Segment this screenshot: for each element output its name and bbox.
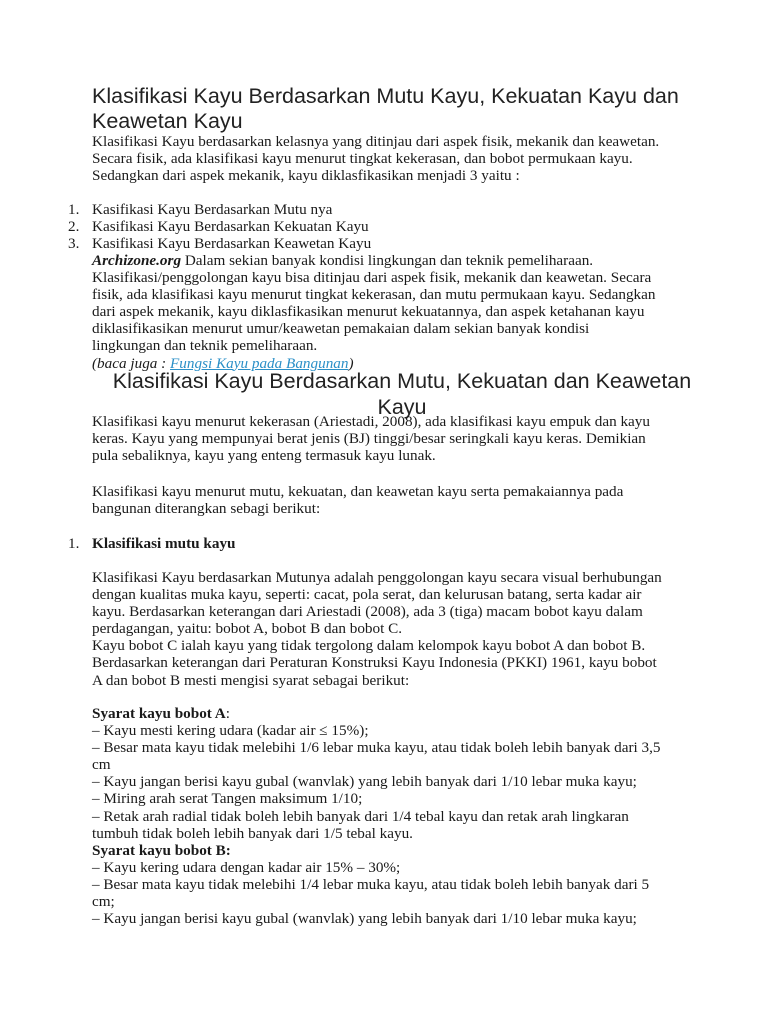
requirement-line: – Kayu jangan berisi kayu gubal (wanvlak) yang lebih banyak dari 1/10 lebar muka kayu;: [92, 910, 637, 928]
section-heading: Klasifikasi mutu kayu: [92, 535, 236, 552]
text-line: Klasifikasi Kayu berdasarkan Mutunya adalah penggolongan kayu secara visual berhubungan: [92, 569, 662, 586]
title-line: Keawetan Kayu: [92, 109, 243, 133]
requirement-line: – Besar mata kayu tidak melebihi 1/4 lebar muka kayu, atau tidak boleh lebih banyak dari 5: [92, 876, 650, 894]
list-item: Kasifikasi Kayu Berdasarkan Keawetan Kayu: [92, 235, 372, 252]
page-title: [92, 84, 712, 134]
text-line: lingkungan dan teknik pemeliharaan.: [92, 337, 318, 355]
list-item: Kasifikasi Kayu Berdasarkan Mutu nya: [92, 201, 333, 218]
quality-intro-paragraph: [92, 483, 712, 517]
requirement-line: – Kayu jangan berisi kayu gubal (wanvlak) yang lebih banyak dari 1/10 lebar muka kayu;: [92, 773, 637, 791]
heading-text: Syarat kayu bobot A: [92, 705, 226, 722]
grade-b-requirements: [92, 842, 712, 927]
archizone-paragraph: [92, 252, 712, 372]
text-span: Dalam sekian banyak kondisi lingkungan dan teknik pemeliharaan.: [181, 252, 594, 269]
text-line: Sedangkan dari aspek mekanik, kayu diklasfikasikan menjadi 3 yaitu :: [92, 167, 520, 185]
title-line: Klasifikasi Kayu Berdasarkan Mutu Kayu, Kekuatan Kayu dan: [92, 84, 679, 108]
requirement-line: – Kayu kering udara dengan kadar air 15% – 30%;: [92, 859, 401, 877]
requirements-heading: [92, 705, 712, 722]
see-also-prefix: (baca juga :: [92, 354, 171, 372]
requirement-line: – Retak arah radial tidak boleh lebih banyak dari 1/4 tebal kayu dan retak arah lingkaran: [92, 807, 629, 825]
text-line: [92, 252, 712, 269]
text-line: Klasifikasi Kayu berdasarkan kelasnya yang ditinjau dari aspek fisik, mekanik dan keawetan.: [92, 133, 660, 150]
text-line: diklasifikasikan menurut umur/keawetan pemakaian dalam sekian banyak kondisi: [92, 320, 590, 338]
requirement-line: tumbuh tidak boleh lebih banyak dari 1/5 tebal kayu.: [92, 824, 413, 842]
text-line: bangunan diterangkan sebagi berikut:: [92, 500, 321, 518]
list-number: 2.: [68, 218, 80, 235]
requirement-line: – Besar mata kayu tidak melebihi 1/6 lebar muka kayu, atau tidak boleh lebih banyak dari 3,5: [92, 739, 661, 757]
hardness-paragraph: [92, 413, 712, 464]
text-line: pula sebaliknya, kayu yang enteng termasuk kayu lunak.: [92, 447, 436, 465]
text-line: dengan kualitas muka kayu, seperti: cacat, pola serat, dan kelurusan batang, serta kadar air: [92, 586, 642, 604]
text-line: fisik, ada klasifikasi kayu menurut tingkat kekerasan, dan mutu permukaan kayu. Sedangkan: [92, 286, 656, 304]
text-line: perdagangan, yaitu: bobot A, bobot B dan bobot C.: [92, 620, 403, 638]
text-line: Klasifikasi/penggolongan kayu bisa ditinjau dari aspek fisik, mekanik dan keawetan. Secara: [92, 269, 652, 287]
requirement-line: – Kayu mesti kering udara (kadar air ≤ 15%);: [92, 722, 369, 740]
section-title-line: Kayu: [377, 395, 427, 419]
text-line: keras. Kayu yang mempunyai berat jenis (BJ) tinggi/besar seringkali kayu keras. Demikian: [92, 430, 646, 448]
intro-paragraph: [92, 133, 712, 184]
requirements-heading: Syarat kayu bobot B:: [92, 842, 231, 859]
text-line: Klasifikasi kayu menurut kekerasan (Ariestadi, 2008), ada klasifikasi kayu empuk dan kayu: [92, 413, 650, 430]
brand-name: Archizone.org: [92, 252, 182, 269]
requirement-line: cm;: [92, 893, 115, 911]
requirement-line: – Miring arah serat Tangen maksimum 1/10;: [92, 790, 363, 808]
list-item: Kasifikasi Kayu Berdasarkan Kekuatan Kayu: [92, 218, 369, 235]
see-also-link[interactable]: Fungsi Kayu pada Bangunan: [170, 354, 349, 372]
list-number: 1.: [68, 201, 80, 218]
list-number: 3.: [68, 235, 80, 252]
text-line: Klasifikasi kayu menurut mutu, kekuatan, dan keawetan kayu serta pemakaiannya pada: [92, 483, 624, 500]
requirement-line: cm: [92, 756, 111, 774]
quality-paragraph: [92, 569, 712, 689]
list-number: 1.: [68, 535, 80, 552]
text-line: Kayu bobot C ialah kayu yang tidak tergolong dalam kelompok kayu bobot A dan bobot B.: [92, 637, 646, 655]
text-line: A dan bobot B mesti mengisi syarat sebagai berikut:: [92, 671, 410, 689]
text-line: Secara fisik, ada klasifikasi kayu menurut tingkat kekerasan, dan bobot permukaan kayu.: [92, 150, 633, 168]
section-title-line: Klasifikasi Kayu Berdasarkan Mutu, Kekuatan dan Keawetan: [112, 369, 692, 393]
text-line: kayu. Berdasarkan keterangan dari Ariestadi (2008), ada 3 (tiga) macam bobot kayu dalam: [92, 603, 643, 621]
grade-a-requirements: [92, 705, 712, 842]
text-line: Berdasarkan keterangan dari Peraturan Konstruksi Kayu Indonesia (PKKI) 1961, kayu bobot: [92, 654, 657, 672]
text-line: dari aspek mekanik, kayu diklasfikasikan menurut kekuatannya, dan aspek ketahanan kayu: [92, 303, 645, 321]
see-also-suffix: ): [348, 354, 354, 372]
heading-colon: :: [225, 705, 230, 722]
